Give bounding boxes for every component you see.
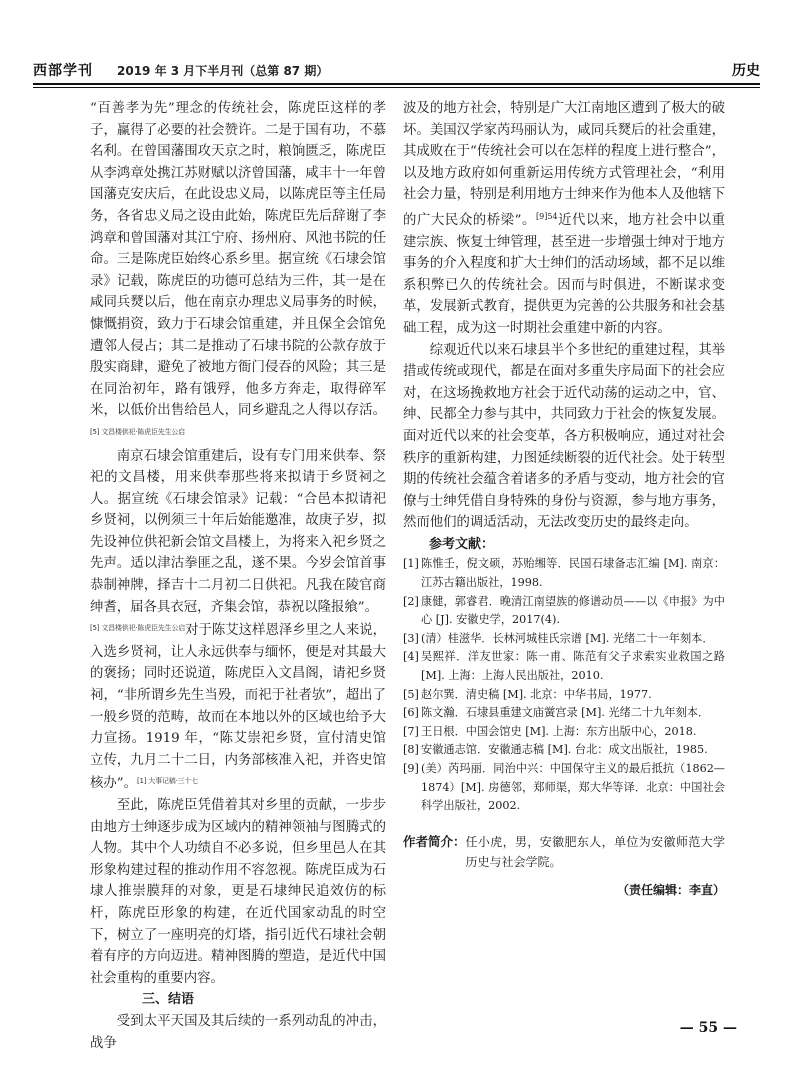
right-column (403, 98, 725, 901)
reference-number: [7] (403, 724, 419, 738)
reference-number: [3] (403, 631, 419, 645)
reference-item (403, 648, 725, 685)
footnote-marker: [1] 大事记稿·三十七 (137, 777, 198, 786)
reference-text: 王日根．中国会馆史 [M]. 上海：东方出版中心，2018. (421, 724, 697, 738)
reference-text: 安徽通志馆．安徽通志稿 [M]. 台北：成文出版社，1985. (421, 743, 708, 757)
reference-number: [9] (403, 762, 419, 775)
left-column (90, 98, 386, 1054)
references-title: 参考文献： (429, 536, 495, 552)
reference-text: 陈文瀚．石埭县重建文庙黉宫录 [M]. 光绪二十九年刻本． (421, 706, 710, 720)
author-text: 任小虎，男，安徽肥东人，单位为安徽师范大学历史与社会学院。 (465, 834, 725, 869)
header-rule (33, 83, 760, 85)
reference-text: 赵尔巽．清史稿 [M]. 北京：中华书局，1977. (421, 687, 652, 701)
reference-item (403, 741, 725, 760)
reference-text: 陈惟壬，倪文硕，苏贻缃等．民国石埭备志汇编 [M]. 南京：江苏古籍出版社，1998. (421, 557, 725, 590)
section-heading: 三、结语 (142, 992, 195, 1008)
paragraph: 综观近代以来石埭县半个多世纪的重建过程，其举措或传统或现代，都是在面对多重失序局面下的社会应对，在这场挽救地方社会于近代动荡的运动之中，官、绅、民都全力参与其中，共同致力于社会的恢复发展。面对近代以来的社会变革，各方积极响应，通过对社会秩序的重新构建，力图延续断裂的近代社会。处于转型期的传统社会蕴含着诸多的矛盾与变动，地方社会的官僚与士绅凭借自身特殊的身份与资源，参与地方事务，然而他们的调适活动，无法改变历史的最终走向。 (403, 342, 725, 531)
paragraph: 受到太平天国及其后续的一系列动乱的冲击，战争 (90, 1013, 386, 1051)
editor-credit: （责任编辑：李直） (616, 882, 725, 897)
reference-number: [2] (403, 594, 419, 608)
paragraph: 波及的地方社会，特别是广大江南地区遭到了极大的破坏。美国汉学家芮玛丽认为，咸同兵燹后的社会重建，其成败在于“传统社会可以在怎样的程度上进行整合”，以及地方政府如何重新运用传统方式管理社会，“利用社会力量，特别是利用地方士绅来作为他本人及他辖下的广大民众的桥梁”。$^{[9]54}$近代以来，地方社会中以重建宗族、恢复士绅管理，甚至进一步增强士绅对于地方事务的介入程度和扩大士绅们的活动场域，都不足以维系积弊已久的传统社会。因而与时俱进，不断谋求变革，发展新式教育，提供更为完善的公共服务和社会基础工程，成为这一时期社会重建中新的内容。 (403, 101, 725, 336)
paragraph: “百善孝为先”理念的传统社会，陈虎臣这样的孝子，赢得了必要的社会赞许。二是于国有功，不慕名利。在曾国藩围攻天京之时，粮饷匮乏，陈虎臣从李鸿章处携江苏财赋以济曾国藩，咸丰十一年曾国藩克安庆后，在此设忠义局，以陈虎臣等主任局务，各省忠义局之设由此始，陈虎臣先后辞谢了李鸿章和曾国藩对其江宁府、扬州府、风池书院的任命。三是陈虎臣始终心系乡里。据宣统《石埭会馆录》记载，陈虎臣的功德可总结为三件，其一是在咸同兵燹以后，他在南京办理忠义局事务的时候，慷慨捐资，致力于石埭会馆重建，并且保全会馆免遭邻人侵占；其二是推动了石埭书院的公款存放于殷实商肆，避免了被地方衙门侵吞的风险；其三是在同治初年，路有饿殍，他多方奔走，取得碎军米，以低价出售给邑人，同乡避乱之人得以存活。$^{[5] 文昌楼供祀\cdot 陈虎臣先生公启}$ (90, 101, 386, 436)
reference-text: (美）芮玛丽．同治中兴：中国保守主义的最后抵抗（1862—1874）[M]. 房德邻，郑师渠，郑大华等译．北京：中国社会科学出版社，2002. (421, 762, 725, 813)
author-label: 作者简介： (403, 833, 466, 849)
reference-item (403, 686, 725, 705)
paragraph: 南京石埭会馆重建后，设有专门用来供奉、祭祀的文昌楼，用来供奉那些将来拟请于乡贤祠之人。据宣统《石埭会馆录》记载：“合邑本拟请祀乡贤祠，以例须三十年后始能邀准，故庚子岁，拟先设神位供祀新会馆文昌楼上，为将来入祀乡贤之先声。适以津沽拳匪之乱，遂不果。今岁会馆首事恭制神牌，择吉十二月初二日供祀。凡我在陵官商绅耆，届各具衣冠，齐集会馆，恭祝以隆报飨”。 $^{[5] 文昌楼供祀\cdot 陈虎臣先生公启}$对于陈艾这样恩泽乡里之人来说，入选乡贤祠，让人永远供奉与缅怀，便是对其最大的褒扬；同时还说道，陈虎臣入文昌阁，请祀乡贤祠，“非所谓乡先生当殁，而祀于社者欤”，超出了一般乡贤的范畴，故而在本地以外的区域也给予大力宣扬。1919 年，“陈艾崇祀乡贤，宣付清史馆立传，九月二十二日，内务部核准入祀，并咨史馆核办”。$^{[1] 大事记稿\cdot 三十七}$ (90, 448, 387, 792)
issue-info: 2019 年 3 月下半月刊（总第 87 期） (117, 64, 329, 78)
reference-item (403, 704, 725, 723)
citation-marker: [9]54 (536, 211, 558, 221)
reference-number: [6] (403, 706, 419, 720)
footnote-marker: [5] 文昌楼供祀·陈虎臣先生公启 (90, 427, 185, 436)
reference-item (403, 760, 725, 816)
page-header (33, 58, 760, 84)
reference-text: 康健，郭睿君．晚清江南望族的修谱动员——以《申报》为中心 [J]. 安徽史学，2017(4). (421, 594, 725, 627)
paragraph: 至此，陈虎臣凭借着其对乡里的贡献，一步步由地方士绅逐步成为区域内的精神领袖与图腾式的人物。其中个人功绩自不必多说，但乡里邑人在其形象构建过程的推动作用不容忽视。陈虎臣成为石埭人推崇膜拜的对象，更是石埭绅民追效仿的标杆，陈虎臣形象的构建，在近代国家动乱的时空下，树立了一座明亮的灯塔，指引近代石埭社会朝着有序的方向迈进。精神图腾的塑造，是近代中国社会重构的重要内容。 (90, 798, 386, 986)
reference-text: 吴熙祥．洋友世家：陈一甫、陈范有父子求索实业救国之路 [M]. 上海：上海人民出版社，2010. (421, 650, 725, 683)
reference-item (403, 630, 725, 649)
journal-brand: 西部学刊 (33, 63, 93, 79)
author-bio (403, 832, 725, 872)
reference-item (403, 723, 725, 742)
reference-item (403, 593, 725, 630)
reference-item (403, 555, 725, 592)
reference-number: [8] (403, 743, 419, 757)
header-rule-thin (33, 87, 760, 88)
section-label: 历史 (732, 63, 760, 79)
reference-number: [1] (403, 557, 419, 571)
reference-number: [4] (403, 650, 419, 664)
reference-number: [5] (403, 687, 419, 701)
references-list (403, 555, 725, 815)
footnote-marker: [5] 文昌楼供祀·陈虎臣先生公启 (90, 624, 186, 633)
reference-text: (清）桂滋华．长林河城桂氏宗谱 [M]. 光绪二十一年刻本． (421, 631, 714, 645)
page-number: — 55 — (679, 1020, 737, 1036)
